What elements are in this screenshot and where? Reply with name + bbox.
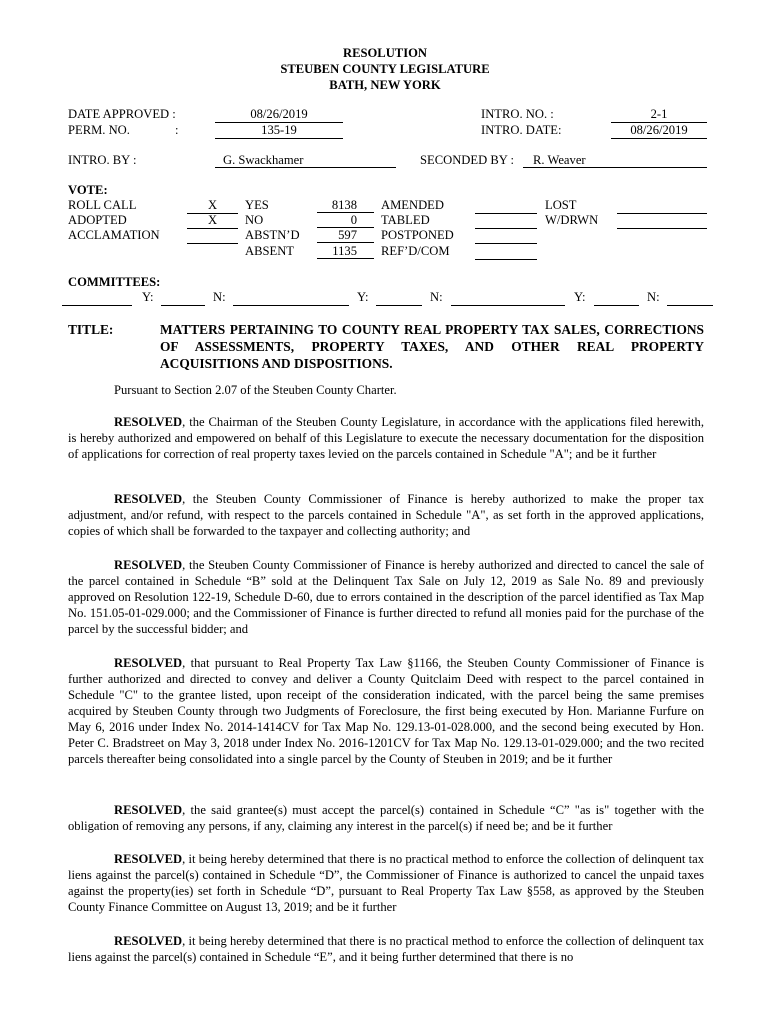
header-location: BATH, NEW YORK [329,78,441,92]
abstn-value: 597 [317,228,374,243]
resolved-keyword: RESOLVED [114,803,183,817]
roll-call-label: ROLL CALL [68,198,137,212]
yes-label: YES [245,198,269,212]
committee-3-n-line [667,290,713,306]
committees-heading: COMMITTEES: [68,275,161,289]
resolved-paragraph-5: RESOLVED, the said grantee(s) must accept the parcel(s) contained in Schedule “C” "as is" together with the obligation of removing any persons, if any, claiming any interest in the parcel(s) if need be; and be it further [68,803,704,833]
absent-label: ABSENT [245,244,294,258]
resolved-keyword: RESOLVED [114,415,183,429]
committee-2-y-line [376,290,422,306]
committee-2-n-label: N: [430,290,443,304]
committee-1-y-line [161,290,205,306]
wdrwn-label: W/DRWN [545,213,599,227]
resolved-keyword: RESOLVED [114,656,183,670]
roll-call-mark: X [187,198,238,214]
wdrwn-line [617,213,707,229]
tabled-line [475,213,537,229]
title-label: TITLE: [68,322,114,337]
abstn-label: ABSTN’D [245,228,300,242]
date-approved-label: DATE APPROVED : [68,107,176,121]
lost-label: LOST [545,198,577,212]
tabled-label: TABLED [381,213,430,227]
intro-by-value: G. Swackhamer [215,153,396,168]
committee-1-line [62,290,132,306]
committee-2-y-label: Y: [357,290,369,304]
committee-3-y-label: Y: [574,290,586,304]
amended-label: AMENDED [381,198,444,212]
intro-no-value: 2-1 [611,107,707,123]
acclamation-mark [187,228,238,244]
resolved-paragraph-4: RESOLVED, that pursuant to Real Property Tax Law §1166, the Steuben County Commissioner of Finance is further authorized and directed to convey and deliver a County Quitclaim Deed with respect to the parcel contained in Schedule "C" to the grantee listed, upon receipt of the consideration indicated, with the parcel being the same premises acquired by Steuben County through two Judgments of Foreclosure, the first being executed by Hon. Marianne Furfure on May 6, 2016 under Index No. 2014-1414CV for Tax Map No. 129.13-01-028.000, and the second being executed by Hon. Peter C. Bradstreet on May 3, 2018 under Index No. 2016-1201CV for Tax Map No. 129.13-01-029.000; and the two recited parcels thereafter being consolidated into a single parcel by the County of Steuben in 2019; and be it further [68,656,704,766]
refdcom-label: REF’D/COM [381,244,450,258]
resolved-paragraph-6: RESOLVED, it being hereby determined that there is no practical method to enforce the collection of delinquent tax liens against the parcel(s) contained in Schedule “D”, the Commissioner of Finance is authorized to cancel the unpaid taxes against the property(ies) set forth in Schedule “D”, pursuant to Real Property Tax Law §558, as approved by the Steuben County Finance Committee on August 13, 2019; and be it further [68,852,704,914]
adopted-label: ADOPTED [68,213,127,227]
resolved-keyword: RESOLVED [114,558,183,572]
vote-heading: VOTE: [68,183,108,197]
header-resolution: RESOLUTION [343,46,427,60]
adopted-mark: X [187,213,238,229]
postponed-label: POSTPONED [381,228,454,242]
committee-2-line [233,290,349,306]
seconded-by-value: R. Weaver [523,153,707,168]
committee-3-line [451,290,565,306]
amended-line [475,198,537,214]
resolved-keyword: RESOLVED [114,852,183,866]
committee-3-y-line [594,290,639,306]
resolved-keyword: RESOLVED [114,934,183,948]
perm-no-label: PERM. NO. [68,123,130,137]
committee-1-y-label: Y: [142,290,154,304]
resolved-paragraph-7: RESOLVED, it being hereby determined that there is no practical method to enforce the collection of delinquent tax liens against the parcel(s) contained in Schedule “E”, and it being further determined that there is no [68,934,704,964]
date-approved-value: 08/26/2019 [215,107,343,123]
intro-date-label: INTRO. DATE: [481,123,562,137]
perm-no-colon: : [175,123,179,137]
intro-by-label: INTRO. BY : [68,153,137,167]
intro-paragraph: Pursuant to Section 2.07 of the Steuben County Charter. [114,383,397,397]
yes-value: 8138 [317,198,374,213]
resolution-title: MATTERS PERTAINING TO COUNTY REAL PROPERTY TAX SALES, CORRECTIONS OF ASSESSMENTS, PROPERTY TAXES, AND OTHER REAL PROPERTY ACQUISITIONS AND DISPOSITIONS. [160,322,704,371]
no-value: 0 [317,213,374,228]
resolved-paragraph-3: RESOLVED, the Steuben County Commissioner of Finance is hereby authorized and directed to cancel the sale of the parcel contained in Schedule “B” sold at the Delinquent Tax Sale on July 12, 2019 as Sale No. 89 and previously approved on Resolution 122-19, Schedule D-60, due to errors contained in the description of the parcel identified as Tax Map No. 151.05-01-029.000; and the Commissioner of Finance is further directed to refund all monies paid for the purchase of the parcel by the successful bidder; and [68,558,704,636]
committee-1-n-label: N: [213,290,226,304]
intro-no-label: INTRO. NO. : [481,107,554,121]
resolved-paragraph-1: RESOLVED, the Chairman of the Steuben County Legislature, in accordance with the applications filed herewith, is hereby authorized and empowered on behalf of this Legislature to execute the necessary documentation for the disposition of applications for correction of real property taxes levied on the parcels contained in Schedule "A"; and be it further [68,415,704,461]
seconded-by-label: SECONDED BY : [420,153,514,167]
resolved-paragraph-2: RESOLVED, the Steuben County Commissioner of Finance is hereby authorized to make the proper tax adjustment, and/or refund, with respect to the parcels contained in Schedule "A", as set forth in the approved applications, copies of which shall be forwarded to the taxpayer and collecting authority; and [68,492,704,538]
committee-3-n-label: N: [647,290,660,304]
intro-date-value: 08/26/2019 [611,123,707,139]
absent-value: 1135 [317,244,374,259]
no-label: NO [245,213,264,227]
postponed-line [475,228,537,244]
perm-no-value: 135-19 [215,123,343,139]
acclamation-label: ACCLAMATION [68,228,160,242]
lost-line [617,198,707,214]
refdcom-line [475,244,537,260]
header-legislature: STEUBEN COUNTY LEGISLATURE [280,62,490,76]
resolved-keyword: RESOLVED [114,492,183,506]
